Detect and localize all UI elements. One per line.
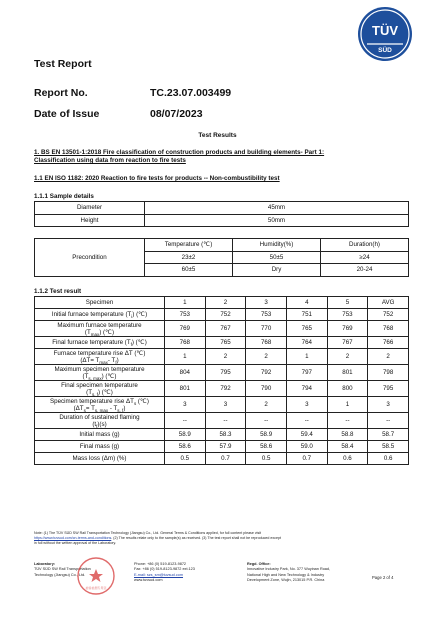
report-title: Test Report <box>34 58 92 70</box>
specimen-value-cell: 752 <box>205 309 246 321</box>
table-row <box>35 239 409 252</box>
svg-text:TÜV: TÜV <box>372 23 398 38</box>
table-row <box>35 413 409 429</box>
contact-block <box>134 562 195 583</box>
sample-value-cell: 45mm <box>145 202 409 215</box>
row-label-segment: ) (℃) <box>101 372 117 380</box>
precondition-label-cell: Precondition <box>35 239 145 277</box>
row-label-segment: ) (℃) <box>131 339 147 346</box>
row-label-cell <box>35 309 165 321</box>
row-label-segment: - T <box>107 356 116 364</box>
column-header: AVG <box>368 297 409 309</box>
specimen-value-cell: 792 <box>246 365 287 381</box>
avg-cell: 0.6 <box>368 453 409 465</box>
row-label-segment: Final furnace temperature (T <box>52 339 131 346</box>
specimen-value-cell: 2 <box>205 349 246 365</box>
row-label-segment: Mass loss (Δm) (%) <box>72 455 127 462</box>
specimen-value-cell: 58.9 <box>246 429 287 441</box>
specimen-value-cell: 59.4 <box>286 429 327 441</box>
laboratory-label: Laboratory: <box>34 562 56 566</box>
specimen-value-cell: 3 <box>165 397 206 413</box>
row-label-segment: s <box>133 400 137 406</box>
email-link[interactable]: E-mail: szs_sm@tuvsud.com <box>134 572 184 577</box>
table-row <box>35 321 409 337</box>
table-row <box>35 381 409 397</box>
row-label-segment: ) (℃) <box>132 311 148 318</box>
row-label-segment: s, f <box>117 407 124 413</box>
table-header-row <box>35 297 409 309</box>
specimen-value-cell: 1 <box>286 349 327 365</box>
specimen-value-cell: 768 <box>246 337 287 349</box>
row-label-segment: f <box>96 423 98 429</box>
specimen-value-cell: 3 <box>286 397 327 413</box>
specimen-value-cell: 3 <box>205 397 246 413</box>
date-label: Date of Issue <box>34 108 100 120</box>
footer-note <box>34 531 404 547</box>
column-header: 3 <box>246 297 287 309</box>
sample-value-cell: 50mm <box>145 214 409 227</box>
row-label-segment: Specimen temperature rise ΔT <box>50 397 134 405</box>
specimen-value-cell: -- <box>165 413 206 429</box>
row-label-segment: ) (℃) <box>98 388 113 396</box>
specimen-value-cell: -- <box>327 413 368 429</box>
office-block <box>247 562 330 583</box>
row-label-cell <box>35 429 165 441</box>
specimen-value-cell: 764 <box>286 337 327 349</box>
table-row <box>35 365 409 381</box>
avg-cell: 3 <box>368 397 409 413</box>
table-cell: Dry <box>233 264 321 277</box>
avg-cell: 752 <box>368 309 409 321</box>
specimen-value-cell: 58.8 <box>327 429 368 441</box>
column-header: Duration(h) <box>321 239 409 252</box>
table-row <box>35 397 409 413</box>
table-cell: 23±2 <box>145 251 233 264</box>
sample-label-cell: Height <box>35 214 145 227</box>
row-label-segment: (℃) <box>136 397 149 405</box>
specimen-value-cell: 765 <box>286 321 327 337</box>
row-label-segment: ) <box>123 404 126 412</box>
specimen-value-cell: 58.6 <box>246 441 287 453</box>
row-label-segment: Furnace temperature rise ΔT (℃) <box>53 349 146 357</box>
row-label-segment: ) <box>116 356 119 364</box>
svg-text:SÜD: SÜD <box>378 47 392 54</box>
avg-cell: -- <box>368 413 409 429</box>
table-row <box>35 337 409 349</box>
row-label-segment: s, f <box>91 391 98 397</box>
section-title: Test Results <box>198 132 237 139</box>
specimen-value-cell: 58.9 <box>165 429 206 441</box>
specimen-value-cell: 58.6 <box>165 441 206 453</box>
row-label-segment: f <box>115 359 117 365</box>
tuv-sud-logo-icon <box>357 6 413 62</box>
report-no-value: TC.23.07.003499 <box>150 87 232 99</box>
specimen-value-cell: 795 <box>205 365 246 381</box>
column-header: 5 <box>327 297 368 309</box>
page-number: Page 2 of 4 <box>372 575 394 580</box>
row-label-segment: max <box>99 359 108 365</box>
specimen-value-cell: 1 <box>327 397 368 413</box>
row-label-segment: (T <box>86 388 92 396</box>
specimen-value-cell: 801 <box>327 365 368 381</box>
specimen-value-cell: 792 <box>205 381 246 397</box>
row-label-cell <box>35 365 165 381</box>
table-row <box>35 309 409 321</box>
avg-cell: 766 <box>368 337 409 349</box>
row-label-cell <box>35 441 165 453</box>
office-line-2: National High and New Technology & Industry <box>247 572 325 577</box>
specimen-value-cell: 58.3 <box>205 429 246 441</box>
row-label-segment: = T <box>85 404 95 412</box>
note-line-2: . (2) The results relate only to the sample(s) as received. (3) The test report shall not be reproduced except <box>111 536 281 541</box>
avg-cell: 58.5 <box>368 441 409 453</box>
specimen-value-cell: 57.9 <box>205 441 246 453</box>
specimen-value-cell: 767 <box>327 337 368 349</box>
office-line-3: Development Zone, Wujin, 213015 P.R. China <box>247 577 325 582</box>
specimen-value-cell: 753 <box>327 309 368 321</box>
row-label-segment: ) (℃) <box>99 328 115 336</box>
specimen-value-cell: 770 <box>246 321 287 337</box>
table-cell: 50±5 <box>233 251 321 264</box>
specimen-value-cell: -- <box>246 413 287 429</box>
table-row <box>35 429 409 441</box>
terms-link[interactable]: https://www.tuvsud.com/cn-terms-and-conditions <box>34 536 112 541</box>
table-row <box>35 453 409 465</box>
specimen-value-cell: 751 <box>286 309 327 321</box>
table-cell: ≥24 <box>321 251 409 264</box>
column-header: Humidity(%) <box>233 239 321 252</box>
row-label-cell <box>35 453 165 465</box>
row-label-segment: Initial furnace temperature (T <box>51 311 132 318</box>
row-label-segment: max <box>90 331 100 337</box>
row-label-segment: s <box>83 407 86 413</box>
row-label-cell <box>35 397 165 413</box>
fax-text: Fax: +86 (0) 519-8123-9872 ext.123 <box>134 567 195 572</box>
row-label-segment: (T <box>82 372 89 380</box>
specimen-value-cell: 768 <box>165 337 206 349</box>
svg-text:检验检测专用章: 检验检测专用章 <box>85 586 107 590</box>
row-label-segment: Initial mass (g) <box>79 431 120 438</box>
note-line-1: Note: (1) The TÜV SÜD SW Rail Transportation Technology (Jiangsu) Co., Ltd. General Terms & Conditions applied, for full content please visit <box>34 531 262 535</box>
specimen-value-cell: 0.5 <box>246 453 287 465</box>
clause-1-line-1: 1. BS EN 13501-1:2018 Fire classification of construction products and building elements- Part 1: <box>34 149 325 156</box>
row-label-segment: (T <box>84 328 91 336</box>
sample-details-table <box>34 201 409 227</box>
specimen-value-cell: 0.7 <box>286 453 327 465</box>
row-label-segment: (ΔT <box>73 404 84 412</box>
lab-line-2: Technology (Jiangsu) Co., Ltd. <box>34 572 86 577</box>
column-header: Specimen <box>35 297 165 309</box>
lab-line-1: TÜV SÜD SW Rail Transportation <box>34 567 91 572</box>
specimen-value-cell: 767 <box>205 321 246 337</box>
column-header: 4 <box>286 297 327 309</box>
clause-1-1-1: 1.1.1 Sample details <box>34 193 94 200</box>
specimen-value-cell: 2 <box>327 349 368 365</box>
specimen-value-cell: 753 <box>246 309 287 321</box>
note-line-3: in full without the written approval of the Laboratory. <box>34 541 117 546</box>
specimen-value-cell: -- <box>205 413 246 429</box>
precondition-table <box>34 238 409 277</box>
row-label-cell <box>35 413 165 429</box>
avg-cell: 58.7 <box>368 429 409 441</box>
red-seal-stamp-icon <box>76 556 116 596</box>
table-cell: 60±5 <box>145 264 233 277</box>
office-label: Regd. Office: <box>247 562 271 566</box>
row-label-segment: )(s) <box>97 420 107 428</box>
avg-cell: 2 <box>368 349 409 365</box>
specimen-value-cell: 1 <box>165 349 206 365</box>
specimen-value-cell: 0.6 <box>327 453 368 465</box>
specimen-value-cell: 753 <box>165 309 206 321</box>
specimen-value-cell: 59.0 <box>286 441 327 453</box>
row-label-segment: Final specimen temperature <box>61 381 138 389</box>
column-header: 2 <box>205 297 246 309</box>
row-label-segment: s, max <box>94 407 109 413</box>
website-link[interactable]: www.tuvsud.com <box>134 577 163 582</box>
specimen-value-cell: 0.5 <box>165 453 206 465</box>
row-label-cell <box>35 349 165 365</box>
specimen-value-cell: -- <box>286 413 327 429</box>
column-header: Temperature (℃) <box>145 239 233 252</box>
specimen-value-cell: 765 <box>205 337 246 349</box>
specimen-value-cell: 790 <box>246 381 287 397</box>
table-row <box>35 441 409 453</box>
table-cell: 20-24 <box>321 264 409 277</box>
avg-cell: 768 <box>368 321 409 337</box>
row-label-segment: (t <box>92 420 97 428</box>
row-label-segment: i <box>131 314 133 320</box>
specimen-value-cell: 804 <box>165 365 206 381</box>
row-label-segment: Duration of sustained flaming <box>59 413 140 421</box>
specimen-value-cell: 801 <box>165 381 206 397</box>
specimen-value-cell: 2 <box>246 397 287 413</box>
row-label-cell <box>35 321 165 337</box>
clause-1-1: 1.1 EN ISO 1182: 2020 Reaction to fire tests for products -- Non-combustibility test <box>34 175 280 182</box>
table-row <box>35 349 409 365</box>
specimen-value-cell: 769 <box>165 321 206 337</box>
row-label-cell <box>35 381 165 397</box>
row-label-segment: Maximum furnace temperature <box>57 321 142 329</box>
avg-cell: 798 <box>368 365 409 381</box>
office-line-1: Innovative Industry Park, No. 377 Wuyinan Road, <box>247 567 331 572</box>
row-label-segment: (ΔT= T <box>80 356 100 364</box>
specimen-value-cell: 769 <box>327 321 368 337</box>
row-label-segment: f <box>130 342 132 348</box>
row-label-cell <box>35 337 165 349</box>
specimen-value-cell: 0.7 <box>205 453 246 465</box>
specimen-value-cell: 794 <box>286 381 327 397</box>
table-row <box>35 202 409 215</box>
column-header: 1 <box>165 297 206 309</box>
clause-1-line-2: Classification using data from reaction to fire tests <box>34 157 186 164</box>
table-row <box>35 214 409 227</box>
test-result-table <box>34 296 409 465</box>
specimen-value-cell: 2 <box>246 349 287 365</box>
specimen-value-cell: 800 <box>327 381 368 397</box>
sample-label-cell: Diameter <box>35 202 145 215</box>
specimen-value-cell: 58.4 <box>327 441 368 453</box>
specimen-value-cell: 797 <box>286 365 327 381</box>
row-label-segment: Maximum specimen temperature <box>54 365 145 373</box>
row-label-segment: s, max <box>88 375 102 381</box>
report-no-label: Report No. <box>34 87 88 99</box>
avg-cell: 795 <box>368 381 409 397</box>
phone-text: Phone: +86 (0) 519-8123-9872 <box>134 562 187 566</box>
clause-1-1-2: 1.1.2 Test result <box>34 288 82 295</box>
row-label-segment: - T <box>108 404 118 412</box>
row-label-segment: Final mass (g) <box>79 443 120 450</box>
date-value: 08/07/2023 <box>150 108 203 120</box>
